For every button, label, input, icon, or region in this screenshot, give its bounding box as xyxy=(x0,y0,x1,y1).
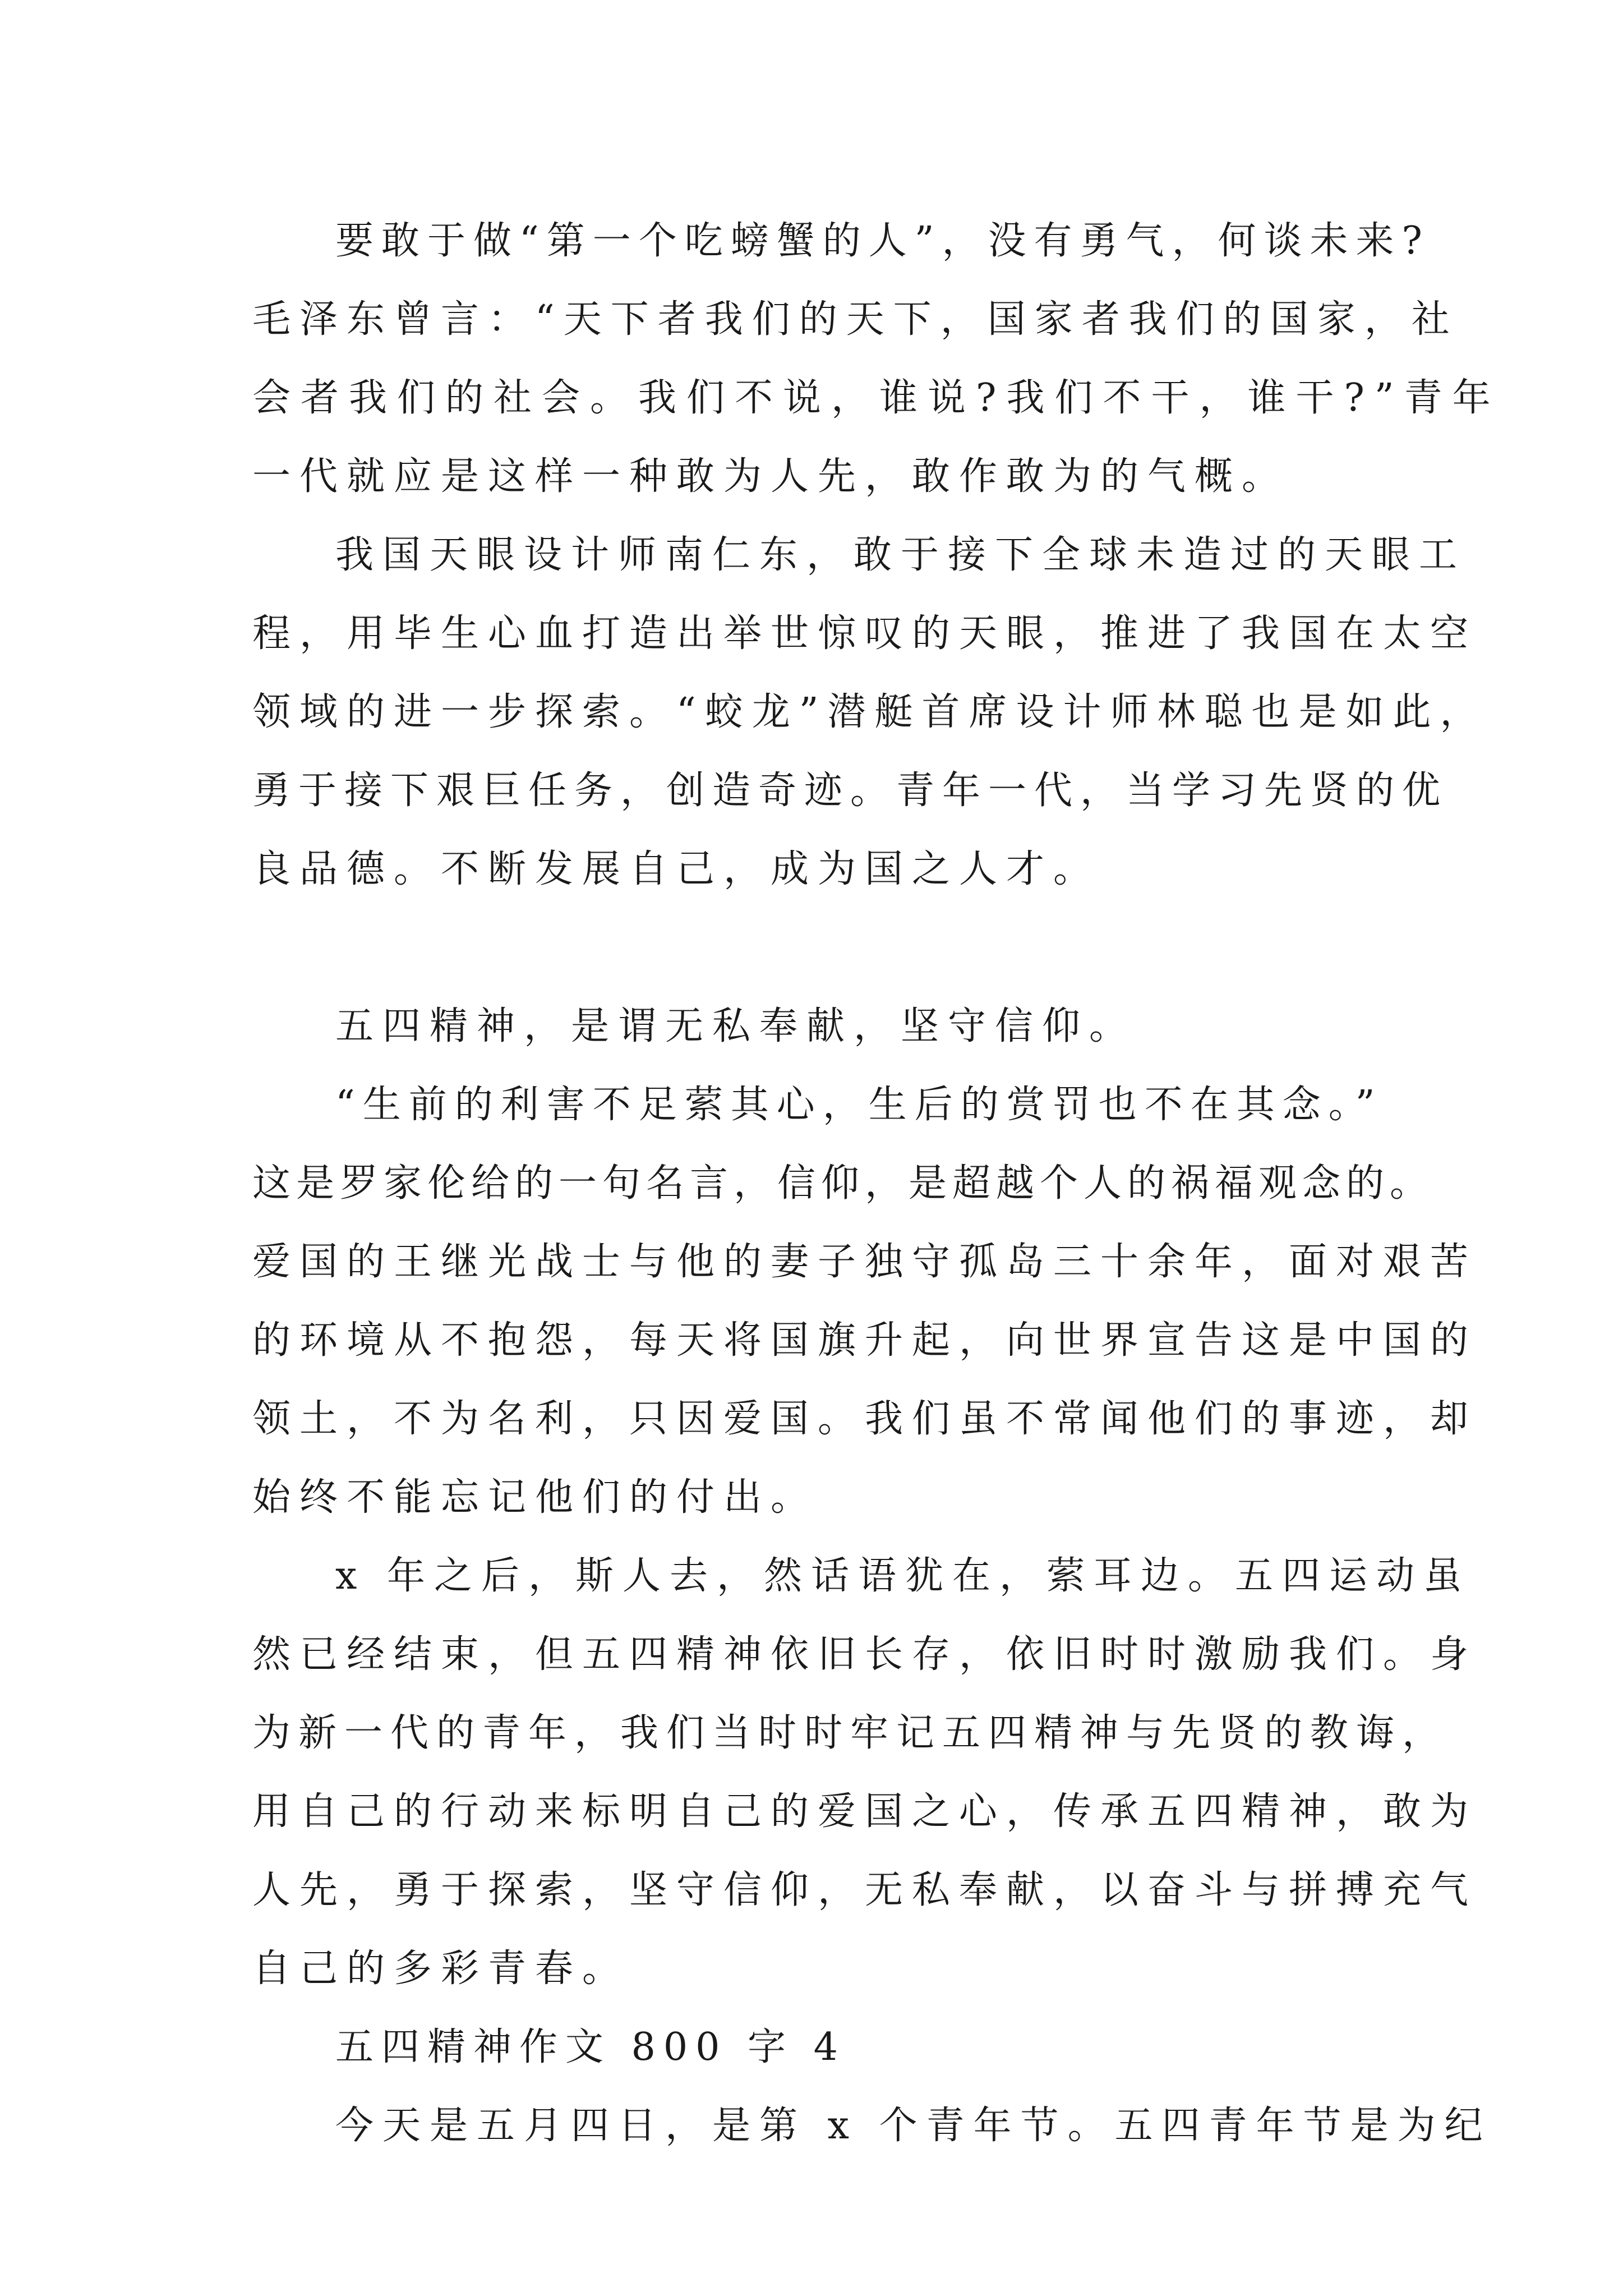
text-line: 然已经结束，但五四精神依旧长存，依旧时时激励我们。身 xyxy=(252,1632,1478,1677)
text-line: 毛泽东曾言：“天下者我们的天下，国家者我们的国家，社 xyxy=(252,297,1459,342)
text-line: 这是罗家伦给的一句名言，信仰，是超越个人的祸福观念的。 xyxy=(252,1161,1434,1205)
text-line: 今天是五月四日，是第 x 个青年节。五四青年节是为纪 xyxy=(335,2104,1492,2148)
text-line: “生前的利害不足萦其心，生后的赏罚也不在其念。” xyxy=(335,1083,1383,1127)
text-line: 程，用毕生心血打造出举世惊叹的天眼，推进了我国在太空 xyxy=(252,611,1478,656)
text-line: 爱国的王继光战士与他的妻子独守孤岛三十余年，面对艰苦 xyxy=(252,1240,1478,1284)
text-line: 为新一代的青年，我们当时时牢记五四精神与先贤的教诲， xyxy=(252,1711,1449,1755)
text-line: 人先，勇于探索，坚守信仰，无私奉献，以奋斗与拼搏充气 xyxy=(252,1868,1478,1912)
text-line: 领土，不为名利，只因爱国。我们虽不常闻他们的事迹，却 xyxy=(252,1397,1478,1441)
text-line: 领域的进一步探索。“蛟龙”潜艇首席设计师林聪也是如此， xyxy=(252,690,1487,734)
text-line: 我国天眼设计师南仁东，敢于接下全球未造过的天眼工 xyxy=(335,533,1467,577)
text-line: 自己的多彩青春。 xyxy=(252,1947,630,1991)
text-line: 五四精神，是谓无私奉献，坚守信仰。 xyxy=(335,1004,1137,1048)
text-line: 的环境从不抱怨，每天将国旗升起，向世界宣告这是中国的 xyxy=(252,1318,1478,1363)
text-line: 一代就应是这样一种敢为人先，敢作敢为的气概。 xyxy=(252,454,1289,499)
text-line: 勇于接下艰巨任务，创造奇迹。青年一代，当学习先贤的优 xyxy=(252,769,1449,813)
text-line: 会者我们的社会。我们不说，谁说?我们不干，谁干?”青年 xyxy=(252,376,1501,420)
text-line: 良品德。不断发展自己，成为国之人才。 xyxy=(252,847,1101,891)
text-line: x 年之后，斯人去，然话语犹在，萦耳边。五四运动虽 xyxy=(335,1554,1470,1598)
section-heading: 五四精神作文 800 字 4 xyxy=(335,2025,846,2069)
text-line: 用自己的行动来标明自己的爱国之心，传承五四精神，敢为 xyxy=(252,1789,1478,1834)
text-line: 始终不能忘记他们的付出。 xyxy=(252,1475,818,1520)
text-line: 要敢于做“第一个吃螃蟹的人”，没有勇气，何谈未来? xyxy=(335,219,1430,263)
